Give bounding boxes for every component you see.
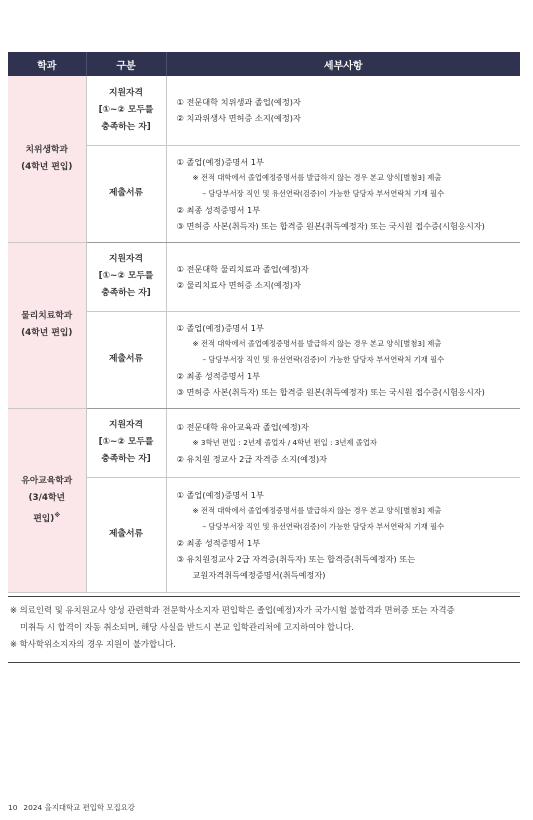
- qualification-condition: 충족하는 자]: [101, 121, 151, 132]
- detail-note: ※ 전적 대학에서 졸업예정증명서를 발급하지 않는 경우 본교 양식[별첨3] 제출: [192, 338, 442, 348]
- detail-item: ③ 면허증 사본(취득자) 또는 합격증 원본(취득예정자) 또는 국시원 접수증(시험응시자): [176, 386, 485, 397]
- documents-label: 제출서류: [86, 477, 166, 592]
- detail-note: ※ 전적 대학에서 졸업예정증명서를 발급하지 않는 경우 본교 양식[별첨3] 제출: [192, 505, 442, 515]
- qualification-condition: [①~② 모두를: [98, 104, 154, 115]
- qualification-label-cell: [86, 408, 166, 477]
- detail-item-continuation: 교원자격취득예정증명서(취득예정자): [192, 569, 326, 580]
- table-row: [8, 242, 520, 311]
- department-cell: [8, 242, 86, 408]
- header-category: 구분: [86, 52, 166, 76]
- admission-requirements-table: [8, 52, 520, 593]
- detail-item: ① 졸업(예정)증명서 1부: [176, 489, 264, 500]
- detail-item: ② 최종 성적증명서 1부: [176, 204, 261, 215]
- table-row: [8, 408, 520, 477]
- note-item-continuation: 미취득 시 합격이 자동 취소되며, 해당 사실을 반드시 본교 입학관리처에 고지하여야 합니다.: [20, 622, 354, 632]
- detail-note: ※ 3학년 편입 : 2년제 졸업자 / 4학년 편입 : 3년제 졸업자: [192, 437, 377, 447]
- qualification-details: [166, 76, 520, 145]
- detail-subnote: – 담당부서장 직인 및 유선연락(검증)이 가능한 담당자 부서연락처 기재 필수: [202, 188, 445, 198]
- detail-subnote: – 담당부서장 직인 및 유선연락(검증)이 가능한 담당자 부서연락처 기재 필수: [202, 521, 445, 531]
- qualification-details: [166, 408, 520, 477]
- detail-note: ※ 전적 대학에서 졸업예정증명서를 발급하지 않는 경우 본교 양식[별첨3] 제출: [192, 172, 442, 182]
- qualification-details: [166, 242, 520, 311]
- detail-item: ③ 유치원정교사 2급 자격증(취득자) 또는 합격증(취득예정자) 또는: [176, 553, 416, 564]
- department-cell: [8, 408, 86, 592]
- qualification-label-cell: [86, 76, 166, 145]
- note-item: ※ 의료인력 및 유치원교사 양성 관련학과 전문학사소지자 편입학은 졸업(예정)자가 국가시험 불합격과 면허증 또는 자격증: [10, 605, 455, 615]
- department-year: (3/4학년: [28, 492, 65, 503]
- note-item: ※ 학사학위소지자의 경우 지원이 불가합니다.: [10, 639, 176, 649]
- table-bottom-rule: [8, 596, 520, 597]
- qualification-label-cell: [86, 242, 166, 311]
- footnote-mark: ※: [54, 511, 61, 519]
- department-year-text: 편입): [33, 513, 55, 524]
- detail-item: ① 전문대학 물리치료과 졸업(예정)자: [176, 263, 309, 274]
- department-name: 유아교육학과: [21, 475, 73, 486]
- documents-label: 제출서류: [86, 145, 166, 242]
- department-name: 물리치료학과: [21, 311, 73, 321]
- notes-bottom-rule: [8, 662, 520, 663]
- qualification-condition: [①~② 모두를: [98, 437, 154, 447]
- detail-item: ① 전문대학 유아교육과 졸업(예정)자: [176, 421, 309, 432]
- documents-details: [166, 311, 520, 408]
- qualification-label: 지원자격: [109, 254, 143, 264]
- detail-item: ② 물리치료사 면허증 소지(예정)자: [176, 279, 301, 290]
- detail-item: ① 전문대학 치위생과 졸업(예정)자: [176, 97, 301, 108]
- department-cell: [8, 76, 86, 242]
- department-year: (4학년 편입): [21, 161, 73, 172]
- detail-item: ② 최종 성적증명서 1부: [176, 370, 261, 381]
- documents-label: 제출서류: [86, 311, 166, 408]
- qualification-label: 지원자격: [109, 420, 143, 430]
- header-department: 학과: [8, 52, 86, 76]
- qualification-label: 지원자격: [109, 87, 143, 98]
- detail-item: ① 졸업(예정)증명서 1부: [176, 322, 264, 333]
- detail-item: ③ 면허증 사본(취득자) 또는 합격증 원본(취득예정자) 또는 국시원 접수증(시험응시자): [176, 220, 485, 231]
- detail-item: ② 유치원 정교사 2급 자격증 소지(예정)자: [176, 453, 328, 464]
- table-header-row: [8, 52, 520, 76]
- detail-subnote: – 담당부서장 직인 및 유선연락(검증)이 가능한 담당자 부서연락처 기재 필수: [202, 354, 445, 364]
- detail-item: ① 졸업(예정)증명서 1부: [176, 156, 264, 167]
- footer-title: 2024 을지대학교 편입학 모집요강: [23, 803, 135, 812]
- header-details: 세부사항: [166, 52, 520, 76]
- department-year: (4학년 편입): [21, 328, 73, 338]
- detail-item: ② 치과위생사 면허증 소지(예정)자: [176, 113, 301, 124]
- qualification-condition: [①~② 모두를: [98, 271, 154, 281]
- documents-details: [166, 477, 520, 592]
- page-footer: [8, 802, 135, 813]
- page-number: 10: [8, 803, 18, 812]
- notes-section: [10, 602, 520, 653]
- qualification-condition: 충족하는 자]: [101, 288, 151, 298]
- table-row: [8, 76, 520, 145]
- documents-details: [166, 145, 520, 242]
- department-year: [8, 507, 86, 528]
- department-name: 치위생학과: [25, 144, 68, 155]
- qualification-condition: 충족하는 자]: [101, 454, 151, 464]
- detail-item: ② 최종 성적증명서 1부: [176, 537, 261, 548]
